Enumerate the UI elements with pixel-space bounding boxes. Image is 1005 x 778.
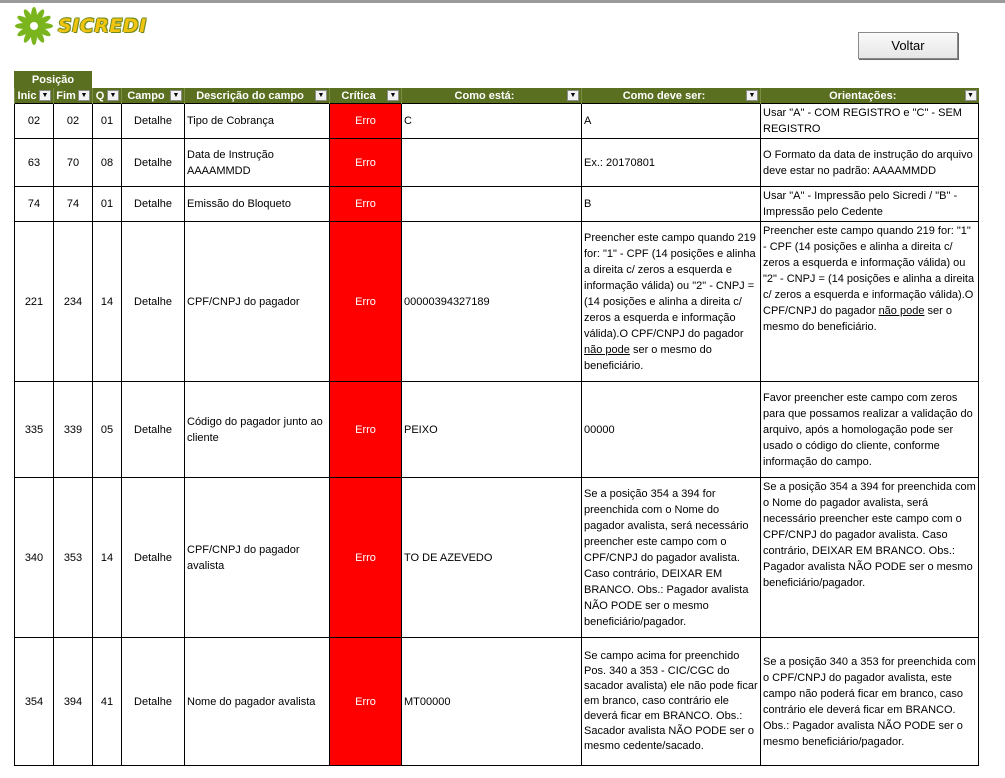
cell-qtd[interactable]: 01 xyxy=(93,104,122,139)
filter-dropdown-icon[interactable]: ▼ xyxy=(746,90,758,101)
sicredi-leaf-icon xyxy=(14,6,54,46)
col-campo-header: Campo ▼ xyxy=(122,88,185,104)
cell-como-esta[interactable] xyxy=(402,187,582,222)
filter-dropdown-icon[interactable]: ▼ xyxy=(107,90,119,101)
cell-qtd[interactable]: 14 xyxy=(93,222,122,382)
cell-como-deve-ser[interactable]: A xyxy=(582,104,761,139)
cell-fim[interactable]: 70 xyxy=(54,139,93,187)
validation-table xyxy=(14,88,979,766)
filter-dropdown-icon[interactable]: ▼ xyxy=(965,90,977,101)
cell-critica[interactable]: Erro xyxy=(330,382,402,478)
cell-como-deve-ser[interactable]: B xyxy=(582,187,761,222)
filter-dropdown-icon[interactable]: ▼ xyxy=(315,90,327,101)
cell-como-esta[interactable]: MT00000 xyxy=(402,638,582,766)
cell-orientacoes[interactable]: O Formato da data de instrução do arquivo deve estar no padrão: AAAAMMDD xyxy=(761,139,979,187)
cell-campo[interactable]: Detalhe xyxy=(122,104,185,139)
table-row xyxy=(15,382,979,478)
cell-como-deve-ser[interactable]: Se a posição 354 a 394 for preenchida com o Nome do pagador avalista, será necessário preencher este campo com o CPF/CNPJ do pagador avalista. Caso contrário, DEIXAR EM BRANCO. Obs.: Pagador avalista NÃO PODE ser o mesmo beneficiário/pagador. xyxy=(582,478,761,638)
cell-campo[interactable]: Detalhe xyxy=(122,382,185,478)
cell-como-esta[interactable]: 00000394327189 xyxy=(402,222,582,382)
cell-qtd[interactable]: 08 xyxy=(93,139,122,187)
cell-orientacoes[interactable]: Usar "A" - COM REGISTRO e "C" - SEM REGISTRO xyxy=(761,104,979,139)
cell-inicio[interactable]: 02 xyxy=(15,104,54,139)
cell-descricao[interactable]: CPF/CNPJ do pagador xyxy=(185,222,330,382)
col-como-esta-header: Como está: ▼ xyxy=(402,88,582,104)
filter-active-icon[interactable]: ▼ xyxy=(170,90,182,101)
underlined-text: não pode xyxy=(878,305,925,317)
cell-como-esta[interactable]: C xyxy=(402,104,582,139)
cell-como-esta[interactable]: TO DE AZEVEDO xyxy=(402,478,582,638)
cell-descricao[interactable]: Tipo de Cobrança xyxy=(185,104,330,139)
cell-como-esta[interactable]: PEIXO xyxy=(402,382,582,478)
cell-fim[interactable]: 234 xyxy=(54,222,93,382)
cell-campo[interactable]: Detalhe xyxy=(122,187,185,222)
underlined-text: não pode xyxy=(584,343,630,356)
cell-campo[interactable]: Detalhe xyxy=(122,139,185,187)
cell-critica[interactable]: Erro xyxy=(330,638,402,766)
cell-fim[interactable]: 74 xyxy=(54,187,93,222)
cell-campo[interactable]: Detalhe xyxy=(122,222,185,382)
cell-qtd[interactable]: 14 xyxy=(93,478,122,638)
col-critica-header: Crítica ▼ xyxy=(330,88,402,104)
cell-qtd[interactable]: 01 xyxy=(93,187,122,222)
cell-qtd[interactable]: 41 xyxy=(93,638,122,766)
cell-descricao[interactable]: CPF/CNPJ do pagador avalista xyxy=(185,478,330,638)
cell-orientacoes[interactable]: Preencher este campo quando 219 for: "1" - CPF (14 posições e alinha a direita c/ zeros a esquerda e informação válida) ou "2" - CNPJ = (14 posições e alinha a direita c/ zeros a esquerda e informação válida).O CPF/CNPJ do pagador não pode ser o mesmo do beneficiário. xyxy=(761,222,979,382)
filter-active-icon[interactable]: ▼ xyxy=(387,90,399,101)
table-row xyxy=(15,104,979,139)
table-header-row xyxy=(15,88,979,104)
cell-fim[interactable]: 339 xyxy=(54,382,93,478)
cell-orientacoes[interactable]: Se a posição 354 a 394 for preenchida com o Nome do pagador avalista, será necessário preencher este campo com o CPF/CNPJ do pagador avalista. Caso contrário, DEIXAR EM BRANCO. Obs.: Pagador avalista NÃO PODE ser o mesmo beneficiário/pagador. xyxy=(761,478,979,638)
cell-descricao[interactable]: Data de Instrução AAAAMMDD xyxy=(185,139,330,187)
cell-critica[interactable]: Erro xyxy=(330,187,402,222)
cell-critica[interactable]: Erro xyxy=(330,104,402,139)
cell-fim[interactable]: 02 xyxy=(54,104,93,139)
table-row xyxy=(15,638,979,766)
back-button[interactable]: Voltar xyxy=(858,32,958,59)
cell-inicio[interactable]: 74 xyxy=(15,187,54,222)
cell-inicio[interactable]: 354 xyxy=(15,638,54,766)
cell-como-deve-ser[interactable]: 00000 xyxy=(582,382,761,478)
filter-dropdown-icon[interactable]: ▼ xyxy=(78,90,90,101)
table-row xyxy=(15,139,979,187)
cell-descricao[interactable]: Nome do pagador avalista xyxy=(185,638,330,766)
window-top-border xyxy=(0,0,1005,3)
cell-orientacoes[interactable]: Se a posição 340 a 353 for preenchida com o CPF/CNPJ do pagador avalista, este campo não poderá ficar em branco, caso contrário ele deverá ficar em BRANCO. Obs.: Pagador avalista NÃO PODE ser o mesmo beneficiário/pagador. xyxy=(761,638,979,766)
cell-inicio[interactable]: 340 xyxy=(15,478,54,638)
table-row xyxy=(15,478,979,638)
cell-como-deve-ser[interactable]: Ex.: 20170801 xyxy=(582,139,761,187)
cell-campo[interactable]: Detalhe xyxy=(122,478,185,638)
cell-inicio[interactable]: 335 xyxy=(15,382,54,478)
cell-campo[interactable]: Detalhe xyxy=(122,638,185,766)
cell-critica[interactable]: Erro xyxy=(330,478,402,638)
table-row xyxy=(15,187,979,222)
col-descricao-header: Descrição do campo ▼ xyxy=(185,88,330,104)
cell-orientacoes[interactable]: Usar "A" - Impressão pelo Sicredi / "B" - Impressão pelo Cedente xyxy=(761,187,979,222)
position-group-header: Posição xyxy=(14,71,92,88)
cell-orientacoes[interactable]: Favor preencher este campo com zeros para que possamos realizar a validação do arquivo, após a homologação pode ser usado o código do cliente, conforme informação do campo. xyxy=(761,382,979,478)
cell-descricao[interactable]: Código do pagador junto ao cliente xyxy=(185,382,330,478)
table-row xyxy=(15,222,979,382)
filter-dropdown-icon[interactable]: ▼ xyxy=(567,90,579,101)
cell-como-deve-ser[interactable]: Se campo acima for preenchido Pos. 340 a 353 - CIC/CGC do sacador avalista) ele não pode ficar em branco, caso contrário ele deverá ficar em BRANCO. Obs.: Sacador avalista NÃO PODE ser o mesmo cedente/sacado. xyxy=(582,638,761,766)
cell-inicio[interactable]: 63 xyxy=(15,139,54,187)
cell-qtd[interactable]: 05 xyxy=(93,382,122,478)
cell-como-esta[interactable] xyxy=(402,139,582,187)
cell-descricao[interactable]: Emissão do Bloqueto xyxy=(185,187,330,222)
col-qtd-header: Q ▼ xyxy=(93,88,122,104)
cell-critica[interactable]: Erro xyxy=(330,222,402,382)
cell-fim[interactable]: 353 xyxy=(54,478,93,638)
col-inicio-header: Inic ▼ xyxy=(15,88,54,104)
col-orientacoes-header: Orientações: ▼ xyxy=(761,88,979,104)
brand-name: SICREDI xyxy=(58,15,147,37)
filter-dropdown-icon[interactable]: ▼ xyxy=(39,90,51,101)
col-como-deve-ser-header: Como deve ser: ▼ xyxy=(582,88,761,104)
cell-como-deve-ser[interactable]: Preencher este campo quando 219 for: "1" - CPF (14 posições e alinha a direita c/ zeros a esquerda e informação válida) ou "2" - CNPJ = (14 posições e alinha a direita c/ zeros a esquerda e informação válida).O CPF/CNPJ do pagador não pode ser o mesmo do beneficiário. xyxy=(582,222,761,382)
col-fim-header: Fim ▼ xyxy=(54,88,93,104)
cell-fim[interactable]: 394 xyxy=(54,638,93,766)
cell-critica[interactable]: Erro xyxy=(330,139,402,187)
cell-inicio[interactable]: 221 xyxy=(15,222,54,382)
sicredi-logo xyxy=(14,6,147,46)
